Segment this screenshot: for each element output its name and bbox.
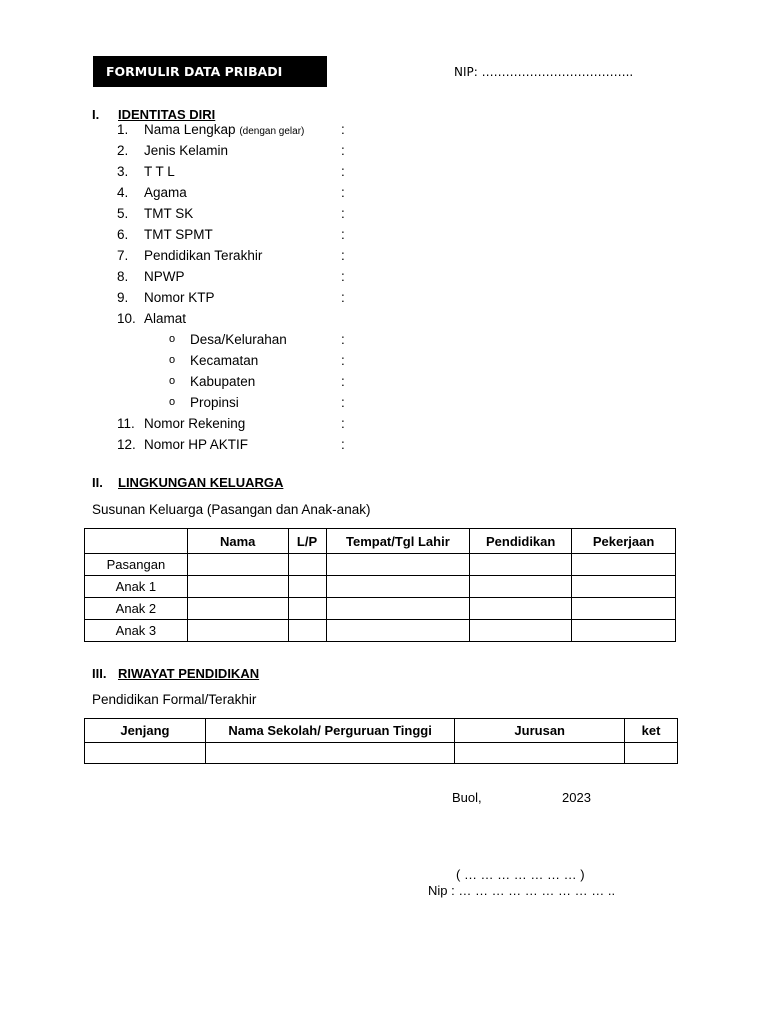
identity-row [117, 434, 437, 455]
bullet-icon: o [169, 354, 176, 366]
signature-name: ( … … … … … … … ) [456, 867, 585, 882]
identity-row [117, 119, 437, 140]
table-cell[interactable] [288, 598, 326, 620]
item-label: Nomor Rekening [144, 416, 246, 431]
identity-row [117, 224, 437, 245]
identity-list [117, 119, 437, 455]
item-colon: : [341, 227, 345, 242]
section-3-title: RIWAYAT PENDIDIKAN [118, 666, 260, 681]
identity-row [117, 182, 437, 203]
address-label: Propinsi [190, 395, 239, 410]
item-colon: : [341, 206, 345, 221]
address-row [169, 371, 437, 392]
item-colon: : [341, 248, 345, 263]
table-cell[interactable] [470, 598, 572, 620]
address-label: Desa/Kelurahan [190, 332, 287, 347]
table-cell[interactable] [326, 620, 470, 642]
item-number: 7. [117, 248, 129, 263]
address-row [169, 392, 437, 413]
section-3-number: III. [92, 666, 107, 681]
signature-nip: Nip : … … … … … … … … … .. [428, 883, 616, 898]
item-label: Nomor KTP [144, 290, 215, 305]
table-header-cell: Tempat/Tgl Lahir [326, 529, 470, 554]
table-header-cell: Jenjang [85, 719, 206, 743]
table-header-row [85, 529, 676, 554]
item-colon: : [341, 143, 345, 158]
table-cell[interactable] [572, 620, 676, 642]
table-cell[interactable] [470, 554, 572, 576]
table-header-cell: ket [625, 719, 678, 743]
bullet-icon: o [169, 396, 176, 408]
table-cell[interactable] [326, 598, 470, 620]
table-header-cell: Pekerjaan [572, 529, 676, 554]
table-row [85, 620, 676, 642]
item-colon: : [341, 269, 345, 284]
item-number: 9. [117, 290, 129, 305]
item-label: NPWP [144, 269, 185, 284]
table-cell[interactable] [288, 554, 326, 576]
row-label: Anak 3 [85, 620, 188, 642]
table-cell[interactable] [288, 576, 326, 598]
row-label: Pasangan [85, 554, 188, 576]
address-label: Kecamatan [190, 353, 259, 368]
table-row [85, 554, 676, 576]
row-label: Anak 1 [85, 576, 188, 598]
item-colon: : [341, 332, 345, 347]
table-cell[interactable] [187, 620, 288, 642]
item-label: Alamat [144, 311, 187, 326]
table-header-cell: Jurusan [455, 719, 625, 743]
item-label: Nomor HP AKTIF [144, 437, 249, 452]
table-cell[interactable] [205, 743, 455, 764]
table-cell[interactable] [187, 598, 288, 620]
item-colon: : [341, 395, 345, 410]
item-colon: : [341, 122, 345, 137]
item-colon: : [341, 416, 345, 431]
item-number: 5. [117, 206, 129, 221]
address-row [169, 350, 437, 371]
item-number: 1. [117, 122, 129, 137]
section-1-number: I. [92, 107, 100, 122]
section-2-title: LINGKUNGAN KELUARGA [118, 475, 284, 490]
item-label: Jenis Kelamin [144, 143, 229, 158]
table-cell[interactable] [85, 743, 206, 764]
bullet-icon: o [169, 375, 176, 387]
table-cell[interactable] [470, 576, 572, 598]
item-colon: : [341, 374, 345, 389]
address-row [169, 329, 437, 350]
family-subtitle: Susunan Keluarga (Pasangan dan Anak-anak) [92, 502, 371, 517]
form-title: FORMULIR DATA PRIBADI [93, 56, 327, 87]
item-label: TMT SPMT [144, 227, 213, 242]
table-header-cell: Pendidikan [470, 529, 572, 554]
item-label: Agama [144, 185, 187, 200]
table-cell[interactable] [572, 598, 676, 620]
table-row [85, 743, 678, 764]
table-cell[interactable] [455, 743, 625, 764]
section-1-title: IDENTITAS DIRI [118, 107, 216, 122]
table-cell[interactable] [326, 576, 470, 598]
address-sublist [169, 329, 437, 413]
table-header-cell: Nama Sekolah/ Perguruan Tinggi [205, 719, 455, 743]
item-number: 10. [117, 311, 136, 326]
item-number: 2. [117, 143, 129, 158]
item-colon: : [341, 353, 345, 368]
item-number: 3. [117, 164, 129, 179]
education-subtitle: Pendidikan Formal/Terakhir [92, 692, 257, 707]
item-label: Nama Lengkap (dengan gelar) [144, 122, 305, 137]
identity-row [117, 161, 437, 182]
education-table [84, 718, 678, 764]
row-label: Anak 2 [85, 598, 188, 620]
table-cell[interactable] [288, 620, 326, 642]
item-number: 4. [117, 185, 129, 200]
signature-year: 2023 [562, 790, 591, 805]
table-cell[interactable] [326, 554, 470, 576]
table-cell[interactable] [187, 576, 288, 598]
table-header-row [85, 719, 678, 743]
item-note: (dengan gelar) [239, 126, 305, 137]
table-cell[interactable] [470, 620, 572, 642]
identity-row [117, 413, 437, 434]
table-header-cell: Nama [187, 529, 288, 554]
item-colon: : [341, 437, 345, 452]
section-2-number: II. [92, 475, 103, 490]
identity-row [117, 203, 437, 224]
table-header-cell [85, 529, 188, 554]
table-cell[interactable] [572, 554, 676, 576]
identity-row [117, 245, 437, 266]
item-number: 12. [117, 437, 136, 452]
bullet-icon: o [169, 333, 176, 345]
item-label: TMT SK [144, 206, 194, 221]
family-table [84, 528, 676, 642]
item-colon: : [341, 185, 345, 200]
item-label: Pendidikan Terakhir [144, 248, 263, 263]
table-row [85, 598, 676, 620]
item-number: 11. [117, 416, 135, 431]
nip-field: NIP: ……………………………….. [454, 65, 634, 79]
table-row [85, 576, 676, 598]
table-header-cell: L/P [288, 529, 326, 554]
table-cell[interactable] [625, 743, 678, 764]
identity-row [117, 287, 437, 308]
signature-place: Buol, [452, 790, 482, 805]
address-label: Kabupaten [190, 374, 256, 389]
item-label: T T L [144, 164, 175, 179]
table-cell[interactable] [572, 576, 676, 598]
item-number: 6. [117, 227, 129, 242]
identity-row [117, 140, 437, 161]
item-colon: : [341, 290, 345, 305]
identity-row [117, 308, 437, 329]
table-cell[interactable] [187, 554, 288, 576]
item-number: 8. [117, 269, 129, 284]
identity-row [117, 266, 437, 287]
item-colon: : [341, 164, 345, 179]
